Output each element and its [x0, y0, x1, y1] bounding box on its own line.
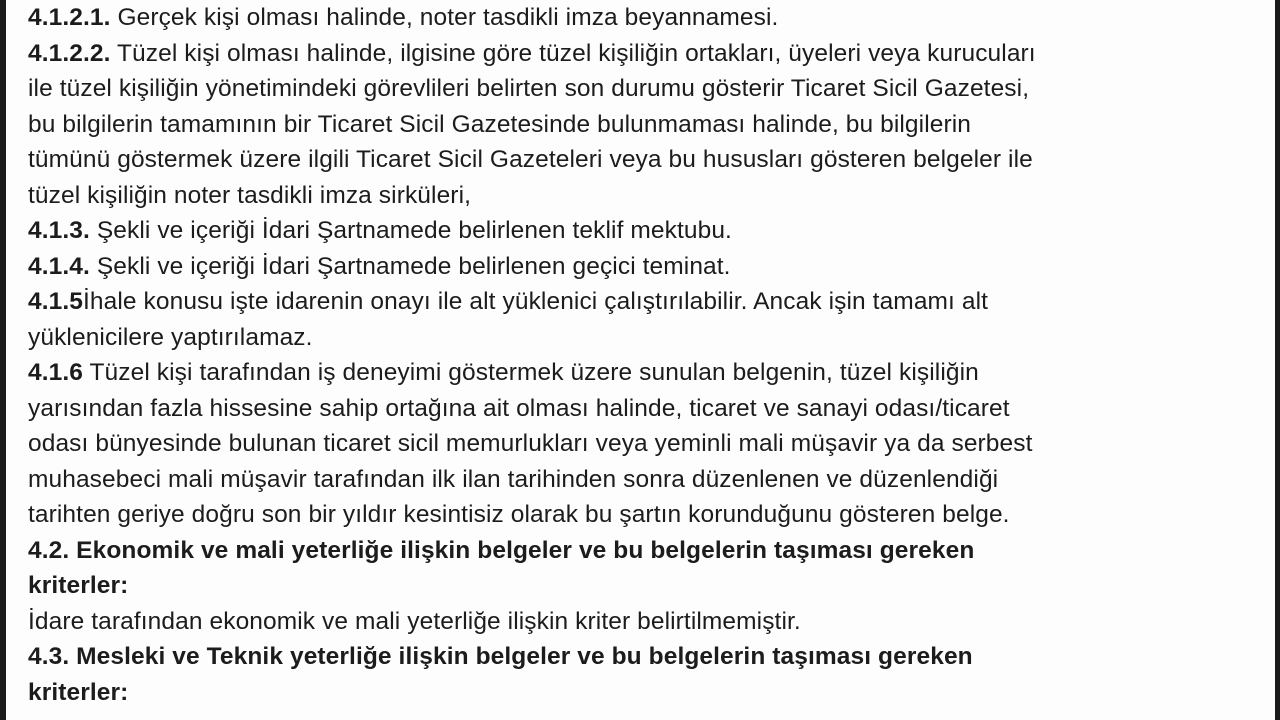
section-text-4-2: İdare tarafından ekonomik ve mali yeterliğe ilişkin kriter belirtilmemiştir. — [28, 607, 801, 635]
line-4-1-2-2 — [28, 36, 1264, 72]
document-body — [28, 0, 1264, 710]
text-line — [28, 391, 1264, 427]
clause-text: tüzel kişiliğin noter tasdikli imza sirküleri, — [28, 181, 472, 209]
clause-text: yarısından fazla hissesine sahip ortağına ait olması halinde, ticaret ve sanayi odası/ticaret — [28, 394, 1010, 422]
line-4-1-3 — [28, 213, 1264, 249]
text-line — [28, 462, 1264, 498]
text-line — [28, 320, 1264, 356]
clause-text: Tüzel kişi olması halinde, ilgisine göre tüzel kişiliğin ortakları, üyeleri veya kurucuları — [110, 39, 1036, 67]
text-line — [28, 71, 1264, 107]
clause-text: tarihten geriye doğru son bir yıldır kesintisiz olarak bu şartın korunduğunu gösteren belge. — [28, 501, 1010, 528]
clause-text: İhale konusu işte idarenin onayı ile alt yüklenici çalıştırılabilir. Ancak işin tamamı alt — [83, 288, 989, 315]
clause-number: 4.1.4. — [28, 252, 90, 280]
clause-text: odası bünyesinde bulunan ticaret sicil memurlukları veya yeminli mali müşavir ya da serbest — [28, 430, 1033, 457]
clause-text: Şekli ve içeriği İdari Şartnamede belirlenen teklif mektubu. — [89, 217, 732, 244]
text-line — [28, 142, 1264, 178]
clause-text: Şekli ve içeriği İdari Şartnamede belirlenen geçici teminat. — [89, 252, 731, 280]
left-border — [0, 0, 6, 720]
text-line — [28, 497, 1264, 533]
line-4-1-2-1 — [28, 0, 1264, 36]
clause-number: 4.1.5 — [28, 288, 83, 315]
section-heading-4-2: 4.2. Ekonomik ve mali yeterliğe ilişkin belgeler ve bu belgelerin taşıması gereken — [28, 536, 975, 564]
clause-text: muhasebeci mali müşavir tarafından ilk ilan tarihinden sonra düzenlenen ve düzenlendiği — [28, 465, 999, 493]
clause-text: bu bilgilerin tamamının bir Ticaret Sicil Gazetesinde bulunmaması halinde, bu bilgilerin — [28, 110, 971, 138]
clause-text: Tüzel kişi tarafından iş deneyimi göstermek üzere sunulan belgenin, tüzel kişiliğin — [83, 359, 979, 386]
clause-text: ile tüzel kişiliğin yönetimindeki görevlileri belirten son durumu gösterir Ticaret Sicil Gazetesi, — [28, 75, 1030, 102]
clause-number: 4.1.3. — [28, 217, 90, 244]
right-border — [1275, 0, 1280, 720]
clause-text: tümünü göstermek üzere ilgili Ticaret Sicil Gazeteleri veya bu hususları gösteren belgeler ile — [28, 146, 1033, 173]
line-4-1-5 — [28, 284, 1264, 320]
clause-number: 4.1.2.2. — [28, 39, 111, 67]
text-line — [28, 178, 1264, 214]
line-4-1-6 — [28, 355, 1264, 391]
clause-number: 4.1.2.1. — [28, 4, 111, 31]
text-line — [28, 426, 1264, 462]
section-heading-4-3-cont: kriterler: — [28, 678, 129, 706]
clause-text: yüklenicilere yaptırılamaz. — [28, 323, 313, 351]
line-4-1-4 — [28, 249, 1264, 285]
clause-number: 4.1.6 — [28, 359, 83, 386]
clause-text: Gerçek kişi olması halinde, noter tasdikli imza beyannamesi. — [110, 4, 779, 31]
section-heading-4-3: 4.3. Mesleki ve Teknik yeterliğe ilişkin belgeler ve bu belgelerin taşıması gereken — [28, 643, 973, 670]
text-line — [28, 107, 1264, 143]
section-heading-4-2-cont: kriterler: — [28, 572, 129, 599]
